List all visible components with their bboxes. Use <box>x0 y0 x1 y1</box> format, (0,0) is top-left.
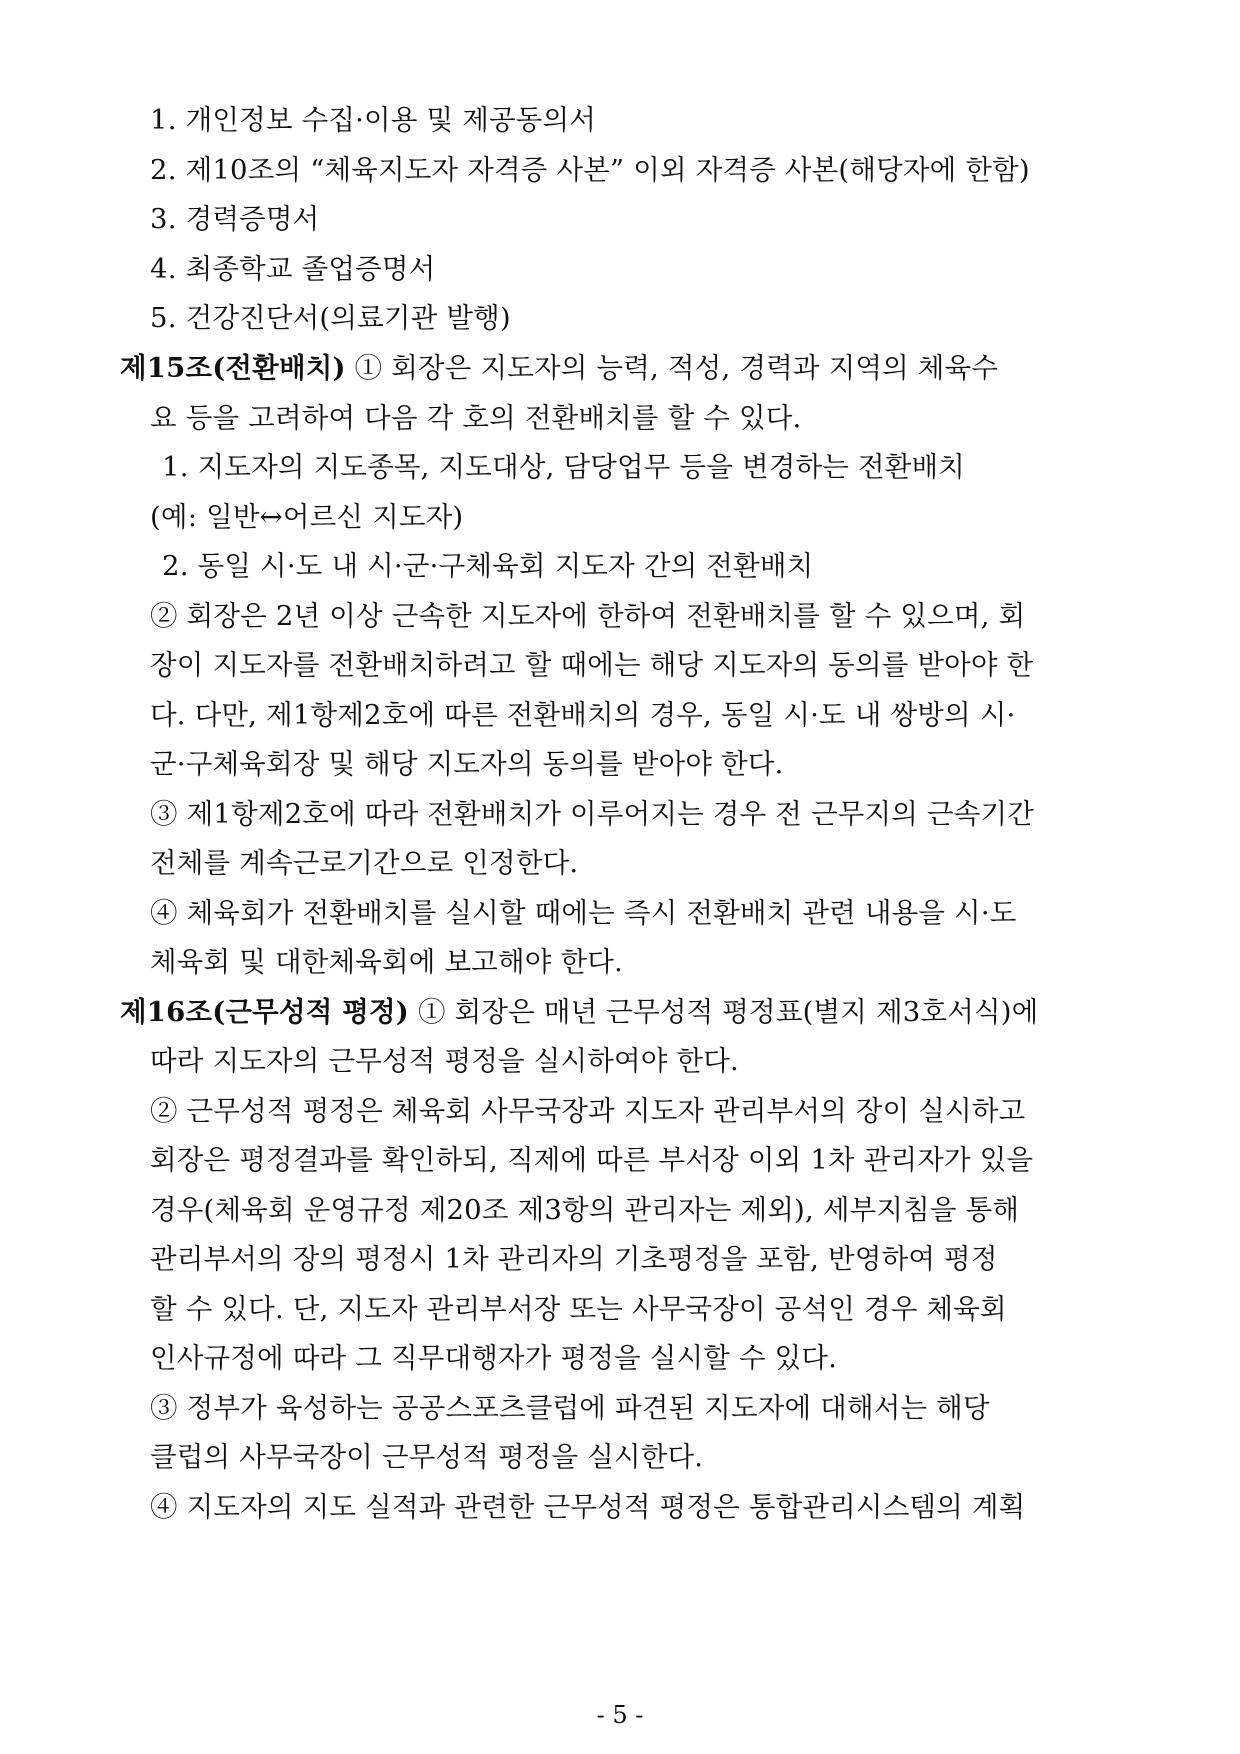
article-15-p4-line-2: 체육회 및 대한체육회에 보고해야 한다. <box>150 946 623 978</box>
article-15-p4-line-1: ④ 체육회가 전환배치를 실시할 때에는 즉시 전환배치 관련 내용을 시·도 <box>150 897 1017 929</box>
article-15-subitem-1: 1. 지도자의 지도종목, 지도대상, 담당업무 등을 변경하는 전환배치 <box>162 451 965 483</box>
required-doc-5: 5. 건강진단서(의료기관 발행) <box>150 302 511 334</box>
article-15-p2-line-2: 장이 지도자를 전환배치하려고 할 때에는 해당 지도자의 동의를 받아야 한 <box>150 649 1034 681</box>
article-15-subitem-2: 2. 동일 시·도 내 시·군·구체육회 지도자 간의 전환배치 <box>162 550 814 582</box>
article-16-p2-line-6: 인사규정에 따라 그 직무대행자가 평정을 실시할 수 있다. <box>150 1342 838 1374</box>
required-doc-3: 3. 경력증명서 <box>150 203 320 235</box>
article-15-p1-line-1: ① 회장은 지도자의 능력, 적성, 경력과 지역의 체육수 <box>345 352 999 384</box>
article-15-first-line <box>120 351 998 385</box>
article-16-p1-line-1: ① 회장은 매년 근무성적 평정표(별지 제3호서식)에 <box>409 996 1039 1028</box>
article-15-title: 제15조(전환배치) <box>120 352 346 384</box>
article-16-p2-line-3: 경우(체육회 운영규정 제20조 제3항의 관리자는 제외), 세부지침을 통해 <box>150 1194 1020 1226</box>
article-16-p2-line-4: 관리부서의 장의 평정시 1차 관리자의 기초평정을 포함, 반영하여 평정 <box>150 1243 998 1275</box>
article-16-p2-line-2: 회장은 평정결과를 확인하되, 직제에 따른 부서장 이외 1차 관리자가 있을 <box>150 1144 1034 1176</box>
required-doc-1: 1. 개인정보 수집·이용 및 제공동의서 <box>150 104 597 136</box>
required-doc-4: 4. 최종학교 졸업증명서 <box>150 253 436 285</box>
article-15-p3-line-1: ③ 제1항제2호에 따라 전환배치가 이루어지는 경우 전 근무지의 근속기간 <box>150 798 1035 830</box>
article-15-subitem-1-example: (예: 일반↔어르신 지도자) <box>150 501 464 533</box>
article-15-p2-line-3: 다. 다만, 제1항제2호에 따른 전환배치의 경우, 동일 시·도 내 쌍방의 시· <box>150 699 1016 731</box>
article-16-p2-line-5: 할 수 있다. 단, 지도자 관리부서장 또는 사무국장이 공석인 경우 체육회 <box>150 1293 1007 1325</box>
article-15-p2-line-1: ② 회장은 2년 이상 근속한 지도자에 한하여 전환배치를 할 수 있으며, 회 <box>150 600 1026 632</box>
article-16-p2-line-1: ② 근무성적 평정은 체육회 사무국장과 지도자 관리부서의 장이 실시하고 <box>150 1095 1026 1127</box>
article-16-first-line <box>120 995 1038 1029</box>
article-16-p4-line-1: ④ 지도자의 지도 실적과 관련한 근무성적 평정은 통합관리시스템의 계획 <box>150 1491 1026 1523</box>
required-doc-2: 2. 제10조의 “체육지도자 자격증 사본” 이외 자격증 사본(해당자에 한함) <box>150 154 1030 186</box>
article-16-p1-line-2: 따라 지도자의 근무성적 평정을 실시하여야 한다. <box>150 1045 739 1077</box>
article-16-p3-line-2: 클럽의 사무국장이 근무성적 평정을 실시한다. <box>150 1441 704 1473</box>
article-16-p3-line-1: ③ 정부가 육성하는 공공스포츠클럽에 파견된 지도자에 대해서는 해당 <box>150 1392 990 1424</box>
article-15-p3-line-2: 전체를 계속근로기간으로 인정한다. <box>150 847 579 879</box>
article-15-p1-line-2: 요 등을 고려하여 다음 각 호의 전환배치를 할 수 있다. <box>150 402 802 434</box>
page-number: - 5 - <box>596 1701 644 1729</box>
article-16-title: 제16조(근무성적 평정) <box>120 996 409 1028</box>
article-15-p2-line-4: 군·구체육회장 및 해당 지도자의 동의를 받아야 한다. <box>150 748 784 780</box>
